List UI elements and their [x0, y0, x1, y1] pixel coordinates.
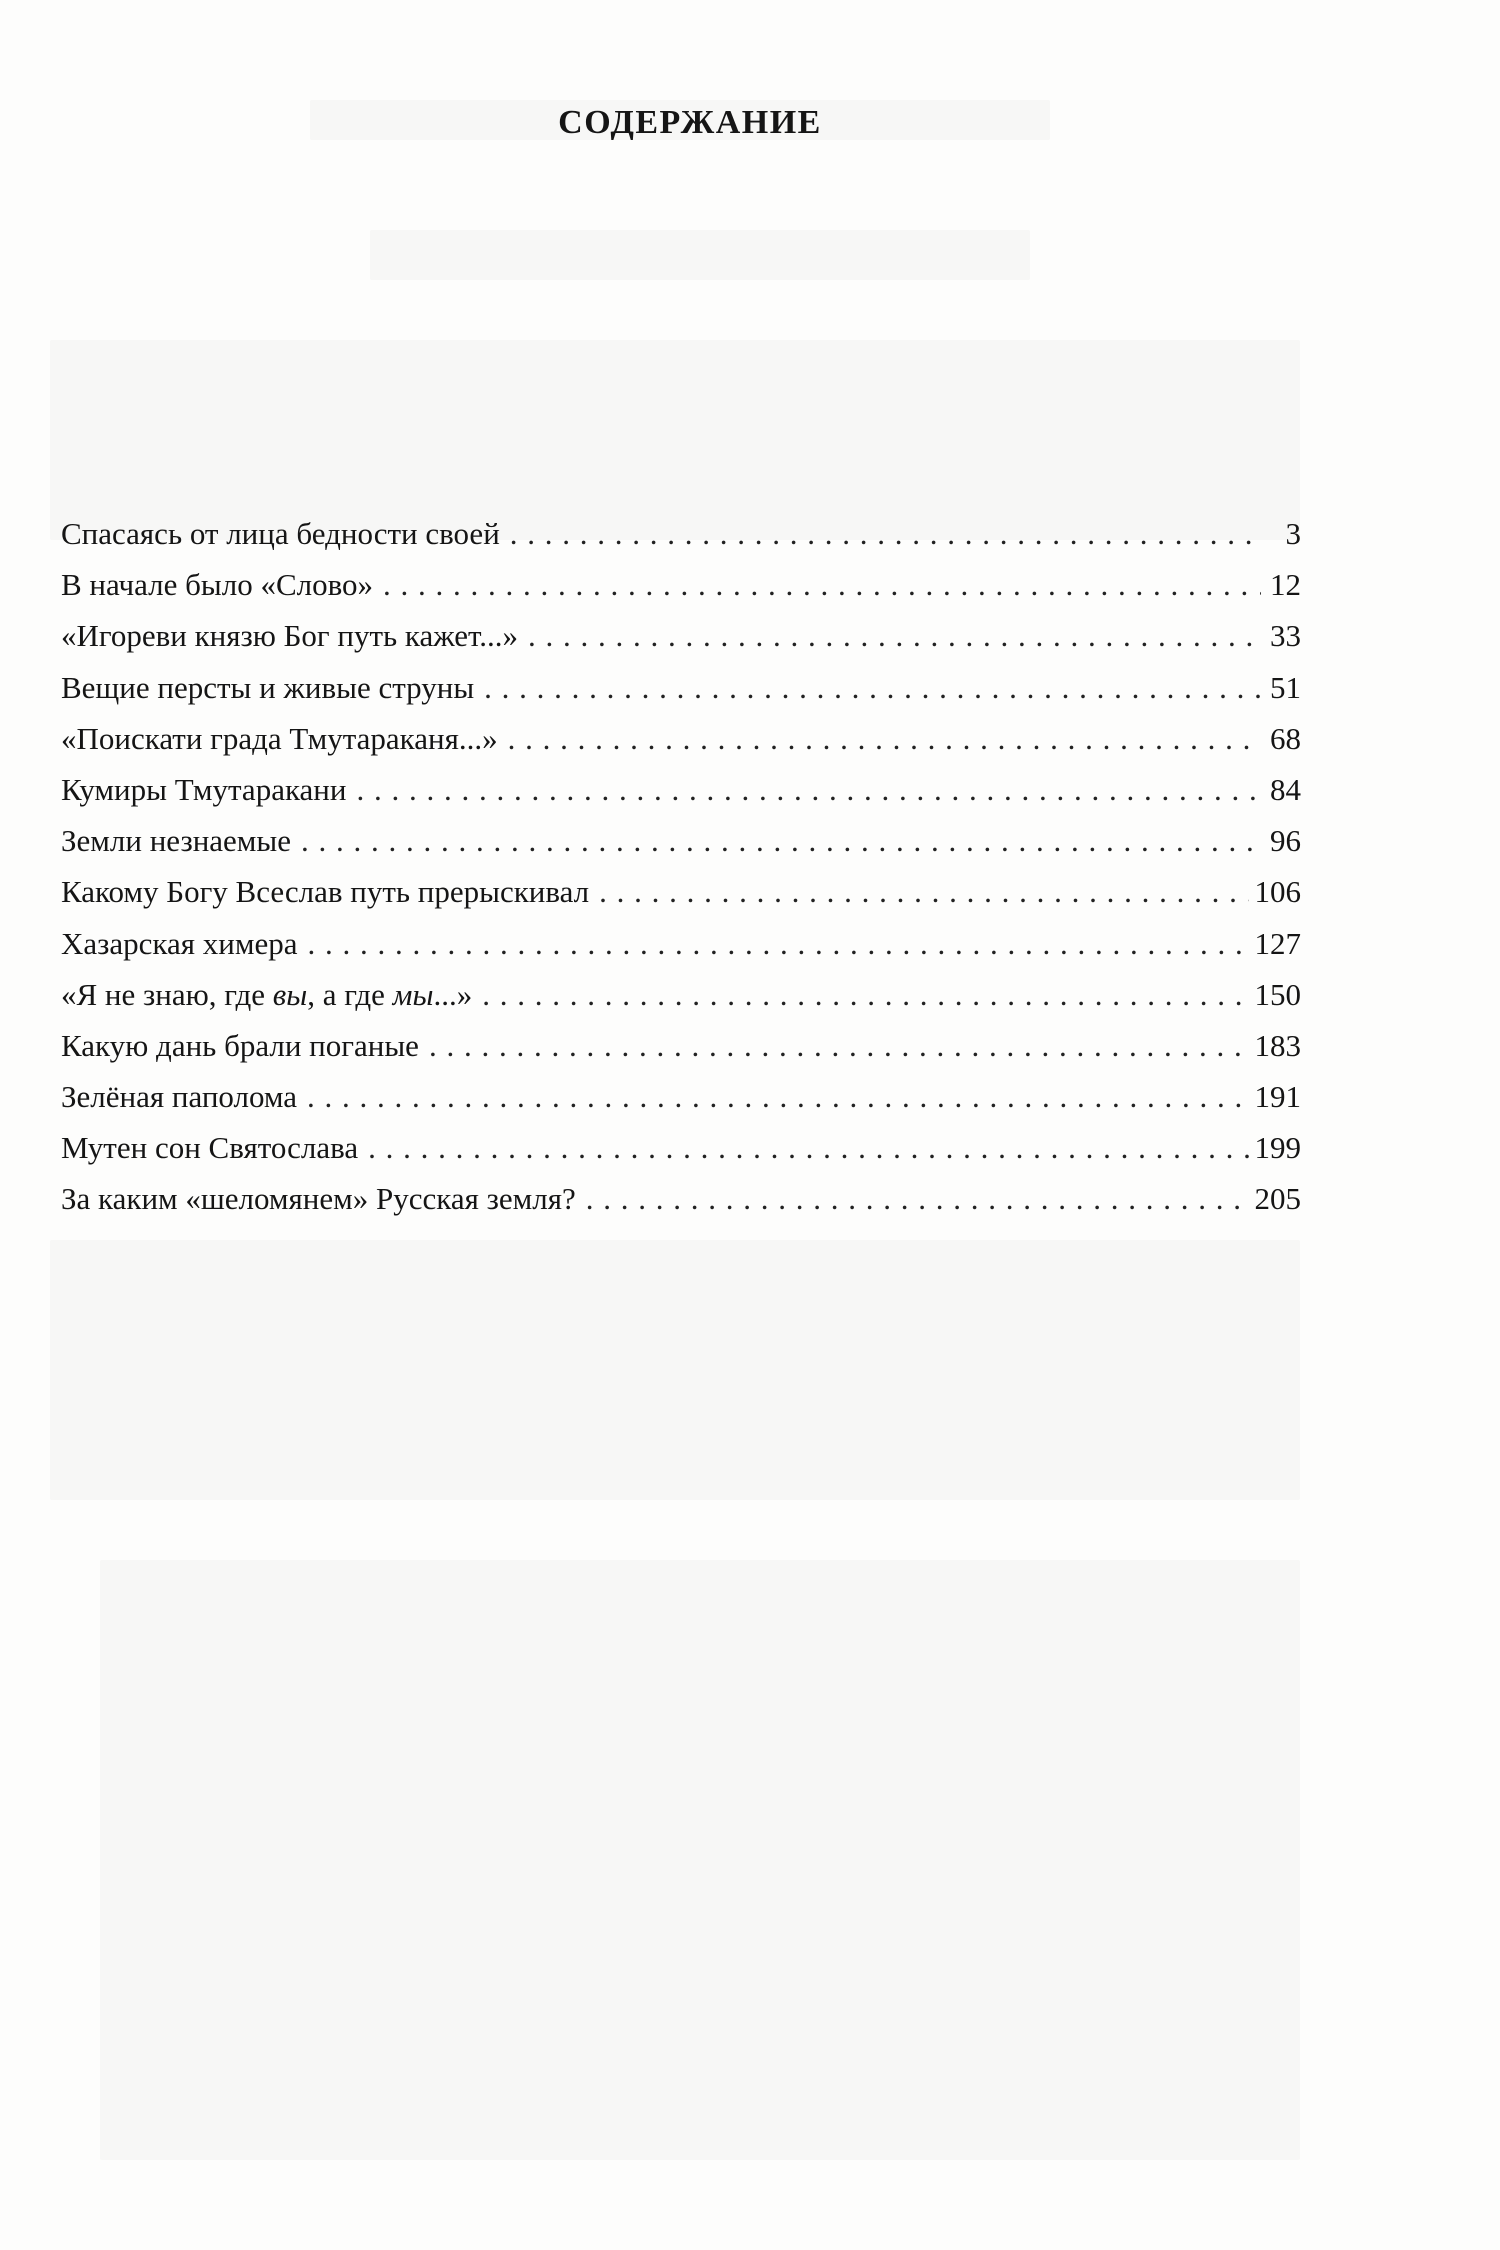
toc-entry-title: Какую дань брали поганые — [61, 1027, 419, 1063]
toc-entry-title: «Поискати града Тмутараканя...» — [61, 720, 498, 756]
toc-page-number: 127 — [1254, 925, 1301, 961]
toc-entry-title: За каким «шеломянем» Русская земля? — [61, 1181, 576, 1217]
dot-leader — [508, 721, 1261, 757]
dot-leader — [484, 670, 1261, 706]
title-part-italic: мы — [392, 976, 434, 1012]
toc-page-number: 106 — [1254, 874, 1301, 910]
toc-entry[interactable] — [61, 567, 1301, 618]
toc-page-number: 51 — [1270, 669, 1301, 705]
toc-entry-title: «Игореви князю Бог путь кажет...» — [61, 618, 519, 654]
toc-entry-title: Вещие персты и живые струны — [61, 669, 475, 705]
toc-entry-title: Мутен сон Святослава — [61, 1130, 359, 1166]
toc-entry[interactable] — [61, 618, 1301, 669]
title-part: , а где — [307, 976, 393, 1012]
toc-page-number: 96 — [1270, 823, 1301, 859]
toc-page-number: 33 — [1270, 618, 1301, 654]
toc-entry-title: Спасаясь от лица бедности своей — [61, 516, 500, 551]
toc-page-number: 205 — [1254, 1181, 1301, 1217]
toc-entry[interactable] — [61, 516, 1301, 567]
dot-leader — [307, 1079, 1248, 1115]
toc-entry[interactable] — [61, 823, 1301, 874]
toc-page-number: 150 — [1254, 976, 1301, 1012]
toc-entry[interactable] — [61, 721, 1301, 772]
toc-entry[interactable] — [61, 926, 1301, 977]
toc-entry[interactable] — [61, 1181, 1301, 1232]
toc-heading: СОДЕРЖАНИЕ — [558, 104, 822, 141]
dot-leader — [528, 618, 1261, 654]
toc-entry-title: Земли незнаемые — [61, 823, 292, 859]
toc-page-number: 68 — [1270, 720, 1301, 756]
toc-entry[interactable] — [61, 1079, 1301, 1130]
toc-entry[interactable] — [61, 670, 1301, 721]
dot-leader — [308, 926, 1249, 962]
dot-leader — [510, 516, 1261, 552]
toc-entry[interactable] — [61, 977, 1301, 1028]
dot-leader — [429, 1028, 1249, 1064]
toc-entry-title: Кумиры Тмутаракани — [61, 771, 347, 807]
toc-entry-title: Зелёная паполома — [61, 1079, 298, 1115]
toc-entry[interactable] — [61, 874, 1301, 925]
dot-leader — [356, 772, 1261, 808]
toc-entry-title: Какому Богу Всеслав путь прерыскивал — [61, 874, 590, 910]
dot-leader — [301, 823, 1261, 859]
toc-page-number: 183 — [1254, 1027, 1301, 1063]
toc-page-number: 191 — [1254, 1079, 1301, 1115]
toc-page-number: 84 — [1270, 771, 1301, 807]
dot-leader — [368, 1130, 1248, 1166]
toc-entry-title: Хазарская химера — [61, 925, 298, 961]
toc-entry-title: В начале было «Слово» — [61, 567, 374, 603]
toc-entry[interactable] — [61, 1130, 1301, 1181]
toc-page-number: 12 — [1270, 567, 1301, 603]
dot-leader — [599, 874, 1248, 910]
toc-entry-title — [61, 977, 472, 1013]
dot-leader — [383, 567, 1261, 603]
toc-page-number: 3 — [1285, 516, 1301, 551]
toc-entry[interactable] — [61, 1028, 1301, 1079]
title-part: «Я не знаю, где — [61, 976, 273, 1012]
title-part-italic: вы — [272, 976, 308, 1012]
table-of-contents — [61, 516, 1301, 1233]
toc-entry[interactable] — [61, 772, 1301, 823]
dot-leader — [586, 1181, 1249, 1217]
dot-leader — [482, 977, 1248, 1013]
toc-page-number: 199 — [1254, 1130, 1301, 1166]
title-part: ...» — [433, 976, 473, 1012]
